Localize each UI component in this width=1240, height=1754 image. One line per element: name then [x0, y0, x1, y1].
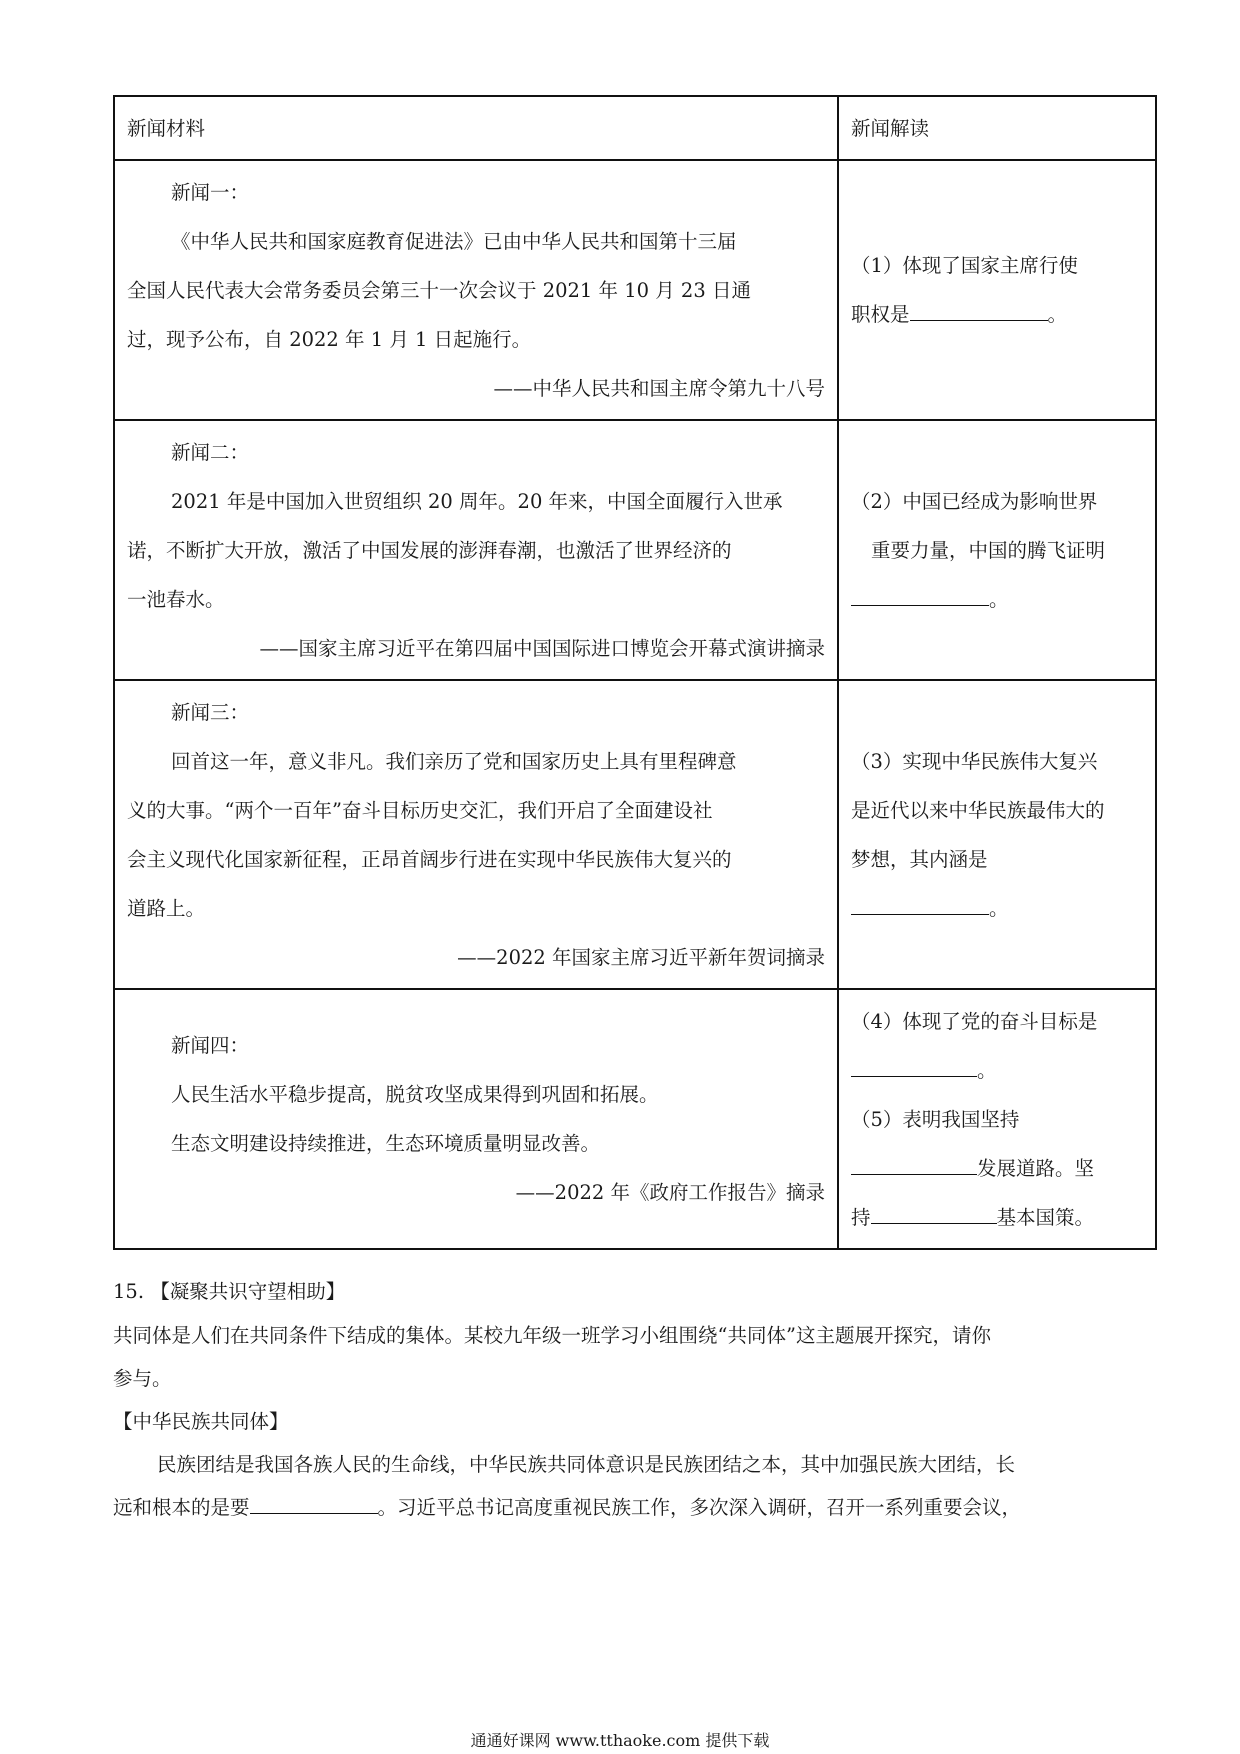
news-title: 新闻三：: [171, 700, 250, 724]
table-row: [114, 989, 1156, 1249]
answer-blank[interactable]: [851, 1154, 977, 1175]
answer-blank[interactable]: [871, 1203, 997, 1224]
news-line: 《中华人民共和国家庭教育促进法》已由中华人民共和国第十三届: [171, 229, 737, 253]
news-title: 新闻二：: [171, 440, 250, 464]
news-line: 道路上。: [127, 896, 206, 920]
news-line: 全国人民代表大会常务委员会第三十一次会议于 2021 年 10 月 23 日通: [127, 278, 751, 302]
question-15-paragraph-line: [113, 1493, 1021, 1523]
news-line: 义的大事。“两个一百年”奋斗目标历史交汇，我们开启了全面建设社: [127, 798, 713, 822]
page-footer: 通通好课网 www.tthaoke.com 提供下载: [470, 1731, 770, 1750]
answer-text: （3）实现中华民族伟大复兴: [851, 749, 1098, 773]
news-material-cell: [114, 989, 838, 1249]
news-line: 诺，不断扩大开放，激活了中国发展的澎湃春潮，也激活了世界经济的: [127, 538, 732, 562]
answer-text: 基本国策。: [996, 1205, 1095, 1229]
table-row: [114, 420, 1156, 680]
question-15-intro-line: 参与。: [113, 1367, 172, 1390]
answer-text: （4）体现了党的奋斗目标是: [851, 1009, 1098, 1033]
paragraph-text: 。习近平总书记高度重视民族工作，多次深入调研，召开一系列重要会议，: [377, 1496, 1022, 1519]
answer-blank[interactable]: [910, 300, 1048, 321]
table-row: [114, 680, 1156, 989]
paragraph-text: 远和根本的是要: [113, 1496, 250, 1519]
news-source: ——2022 年国家主席习近平新年贺词摘录: [457, 945, 825, 969]
news-line: 一池春水。: [127, 587, 225, 611]
question-15-heading: 15. 【凝聚共识守望相助】: [113, 1280, 346, 1303]
answer-text: 是近代以来中华民族最伟大的: [851, 798, 1105, 822]
answer-text: （1）体现了国家主席行使: [851, 254, 1078, 277]
news-line: 人民生活水平稳步提高，脱贫攻坚成果得到巩固和拓展。: [171, 1083, 659, 1106]
news-line: 过，现予公布，自 2022 年 1 月 1 日起施行。: [127, 327, 532, 351]
table-row: [114, 160, 1156, 420]
answer-text: 重要力量，中国的腾飞证明: [871, 538, 1106, 562]
news-source: ——国家主席习近平在第四届中国国际进口博览会开幕式演讲摘录: [259, 636, 825, 660]
answer-blank[interactable]: [851, 585, 989, 606]
news-source: ——中华人民共和国主席令第九十八号: [493, 376, 825, 400]
answer-text: （5）表明我国坚持: [851, 1107, 1020, 1131]
question-15-paragraph-line: 民族团结是我国各族人民的生命线，中华民族共同体意识是民族团结之本，其中加强民族大团结，长: [157, 1453, 1016, 1476]
answer-blank[interactable]: [851, 1056, 977, 1077]
answer-blank[interactable]: [851, 894, 989, 915]
news-line: 2021 年是中国加入世贸组织 20 周年。20 年来，中国全面履行入世承: [171, 489, 783, 513]
news-source: ——2022 年《政府工作报告》摘录: [515, 1181, 825, 1204]
header-news-material: 新闻材料: [114, 96, 838, 160]
answer-text: 梦想，其内涵是: [851, 847, 988, 871]
news-material-cell: [114, 160, 838, 420]
news-title: 新闻四：: [171, 1034, 250, 1057]
answer-text: 。: [989, 587, 1009, 611]
news-material-cell: [114, 680, 838, 989]
news-title: 新闻一：: [171, 180, 250, 204]
answer-text: 。: [1047, 303, 1068, 326]
news-line: 回首这一年，意义非凡。我们亲历了党和国家历史上具有里程碑意: [171, 749, 737, 773]
news-material-cell: [114, 420, 838, 680]
news-table: [113, 95, 1157, 1250]
news-line: 会主义现代化国家新征程，正昂首阔步行进在实现中华民族伟大复兴的: [127, 847, 732, 871]
answer-text: （2）中国已经成为影响世界: [851, 489, 1098, 513]
news-line: 生态文明建设持续推进，生态环境质量明显改善。: [171, 1132, 601, 1155]
news-interpretation-cell: [838, 160, 1156, 420]
answer-text: 。: [989, 896, 1009, 920]
news-interpretation-cell: [838, 989, 1156, 1249]
answer-text: 发展道路。坚: [977, 1156, 1095, 1180]
section-heading: 【中华民族共同体】: [113, 1410, 289, 1433]
answer-text: 。: [977, 1058, 997, 1082]
answer-text: 持: [851, 1205, 871, 1229]
news-interpretation-cell: [838, 420, 1156, 680]
news-interpretation-cell: [838, 680, 1156, 989]
question-15-intro-line: 共同体是人们在共同条件下结成的集体。某校九年级一班学习小组围绕“共同体”这主题展开探究，请你: [113, 1324, 991, 1347]
header-news-interpretation: 新闻解读: [838, 96, 1156, 160]
answer-text: 职权是: [851, 303, 910, 326]
answer-blank[interactable]: [250, 1493, 378, 1514]
table-header-row: [114, 96, 1156, 160]
